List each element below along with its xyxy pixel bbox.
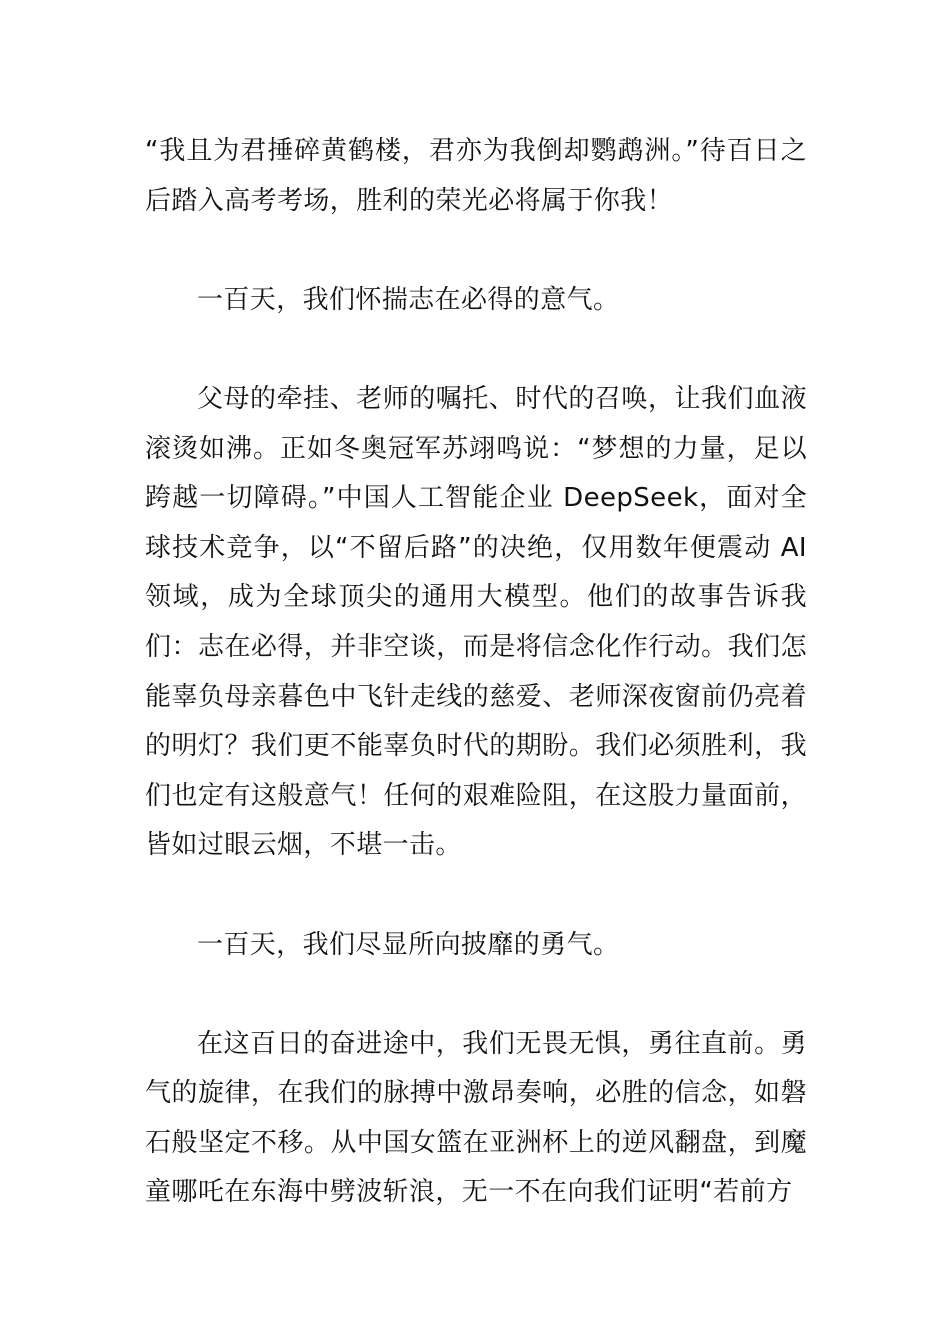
document-body (145, 127, 807, 1218)
section-heading-courage: 一百天，我们尽显所向披靡的勇气。 (197, 929, 620, 960)
paragraph-courage-body: 在这百日的奋进途中，我们无畏无惧，勇往直前。勇气的旋律，在我们的脉搏中激昂奏响，必胜的信念，如磐石般坚定不移。从中国女篮在亚洲杯上的逆风翻盘，到魔童哪吒在东海中劈波斩浪，无一不在向我们证明“若前方 (145, 1028, 807, 1208)
paragraph-spacer (145, 970, 807, 1020)
paragraph-opening-quote: “我且为君捶碎黄鹤楼，君亦为我倒却鹦鹉洲。”待百日之后踏入高考考场，胜利的荣光必将属于你我！ (145, 136, 807, 216)
paragraph-spacer (145, 325, 807, 375)
section-heading-ambition: 一百天，我们怀揣志在必得的意气。 (197, 284, 620, 315)
paragraph-spacer (145, 871, 807, 921)
paragraph-spacer (145, 226, 807, 276)
paragraph-ambition-body: 父母的牵挂、老师的嘱托、时代的召唤，让我们血液滚烫如沸。正如冬奥冠军苏翊鸣说：“梦想的力量，足以跨越一切障碍。”中国人工智能企业 DeepSeek，面对全球技术竞争，以“不留后路”的决绝，仅用数年便震动 AI 领域，成为全球顶尖的通用大模型。他们的故事告诉我们：志在必得，并非空谈，而是将信念化作行动。我们怎能辜负母亲暮色中飞针走线的慈爱、老师深夜窗前仍亮着的明灯？我们更不能辜负时代的期盼。我们必须胜利，我们也定有这般意气！任何的艰难险阻，在这股力量面前，皆如过眼云烟，不堪一击。 (145, 383, 807, 861)
